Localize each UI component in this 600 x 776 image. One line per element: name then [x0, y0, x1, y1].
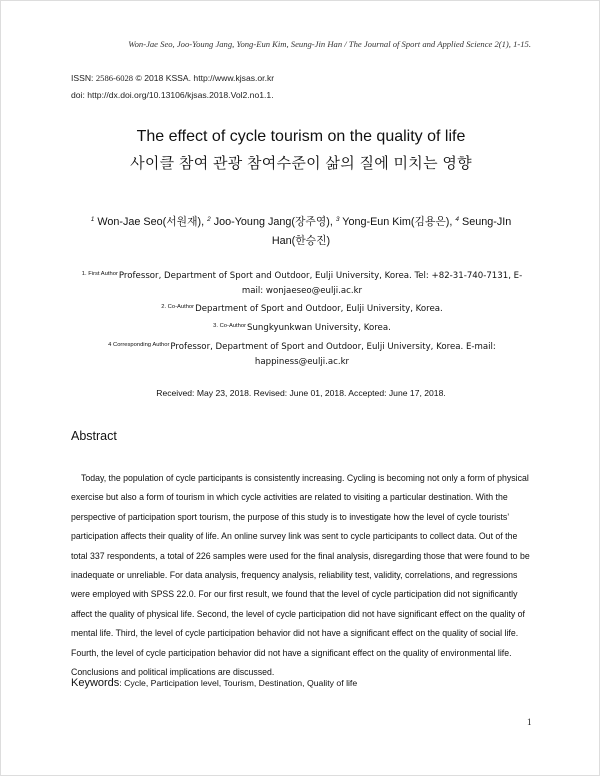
doi-line: doi: http://dx.doi.org/10.13106/kjsas.2018.Vol2.no1.1. [71, 90, 274, 100]
keywords-text: : Cycle, Participation level, Tourism, Destination, Quality of life [119, 678, 358, 688]
affiliation-1 [76, 267, 528, 299]
affiliation-4 [76, 338, 528, 370]
copyright-text: © 2018 KSSA. http://www.kjsas.or.kr [135, 73, 275, 83]
affiliation-tag: 1. First Author [81, 271, 118, 277]
submission-dates: Received: May 23, 2018. Revised: June 01, 2018. Accepted: June 17, 2018. [156, 388, 446, 398]
issn-value: 2586-6028 [95, 73, 134, 83]
author-entry: $^3$ Yong-Eun Kim(김용은), [335, 216, 453, 228]
issn-line [71, 73, 274, 83]
affiliation-tag: 4 Corresponding Author [108, 342, 170, 348]
affiliation-3 [76, 319, 528, 336]
abstract-body: Today, the population of cycle participants is consistently increasing. Cycling is becoming not only a form of physical exercise but also a form of tourism in which cycle activities are related to visiting a particular destination. With the perspective of participation sport tourism, the purpose of this study is to investigate how the level of cycle tourists’ participation affects their quality of life. An online survey link was sent to cycle participants to collect data. Out of the total 337 respondents, a total of 226 samples were used for the final analysis, disregarding those that were found to be inadequate or unreliable. For data analysis, frequency analysis, reliability test, validity, correlations, and regressions were employed with SPSS 22.0. For our first result, we found that the level of cycle participation did not significantly affect the quality of physical life. Second, the level of cycle participation did not have significant effect on the quality of mental life. Third, the level of cycle participation behavior did not have a significant effect on the quality of social life. Fourth, the level of cycle participation behavior did not have a significant effect on the quality of environmental life. Conclusions and political implications are discussed. [71, 473, 530, 678]
paper-title-korean: 사이클 참여 관광 참여수준이 삶의 질에 미치는 영향 [130, 155, 472, 172]
affiliation-2 [76, 300, 528, 317]
abstract-heading: Abstract [71, 429, 117, 443]
paper-title-english: The effect of cycle tourism on the quality of life [136, 128, 466, 145]
affiliation-text: Professor, Department of Sport and Outdoor, Eulji University, Korea. Tel: +82-31-740-7131, E-mail: wonjaeseo@eulji.ac.kr [118, 271, 523, 296]
page-number: 1 [527, 717, 532, 727]
affiliation-text: Department of Sport and Outdoor, Eulji University, Korea. [195, 304, 443, 314]
keywords-line [71, 677, 357, 689]
author-list [76, 210, 526, 251]
affiliation-text: Sungkyunkwan University, Korea. [247, 323, 391, 333]
author-entry: $^2$ Joo-Young Jang(장주영), [207, 216, 333, 228]
issn-label: ISSN: [71, 73, 94, 83]
running-header: Won-Jae Seo, Joo-Young Jang, Yong-Eun Kim, Seung-Jin Han / The Journal of Sport and Applied Science 2(1), 1-15. [128, 39, 531, 49]
affiliation-text: Professor, Department of Sport and Outdoor, Eulji University, Korea. E-mail: happiness@eulji.ac.kr [170, 342, 496, 367]
keywords-label: Keywords [71, 677, 120, 689]
author-entry: $^1$ Won-Jae Seo(서원재), [90, 216, 205, 228]
affiliation-tag: 3. Co-Author [213, 323, 247, 329]
author-entry: $^4$ Seung-JIn Han(한승진) [271, 216, 512, 247]
affiliation-tag: 2. Co-Author [161, 304, 195, 310]
